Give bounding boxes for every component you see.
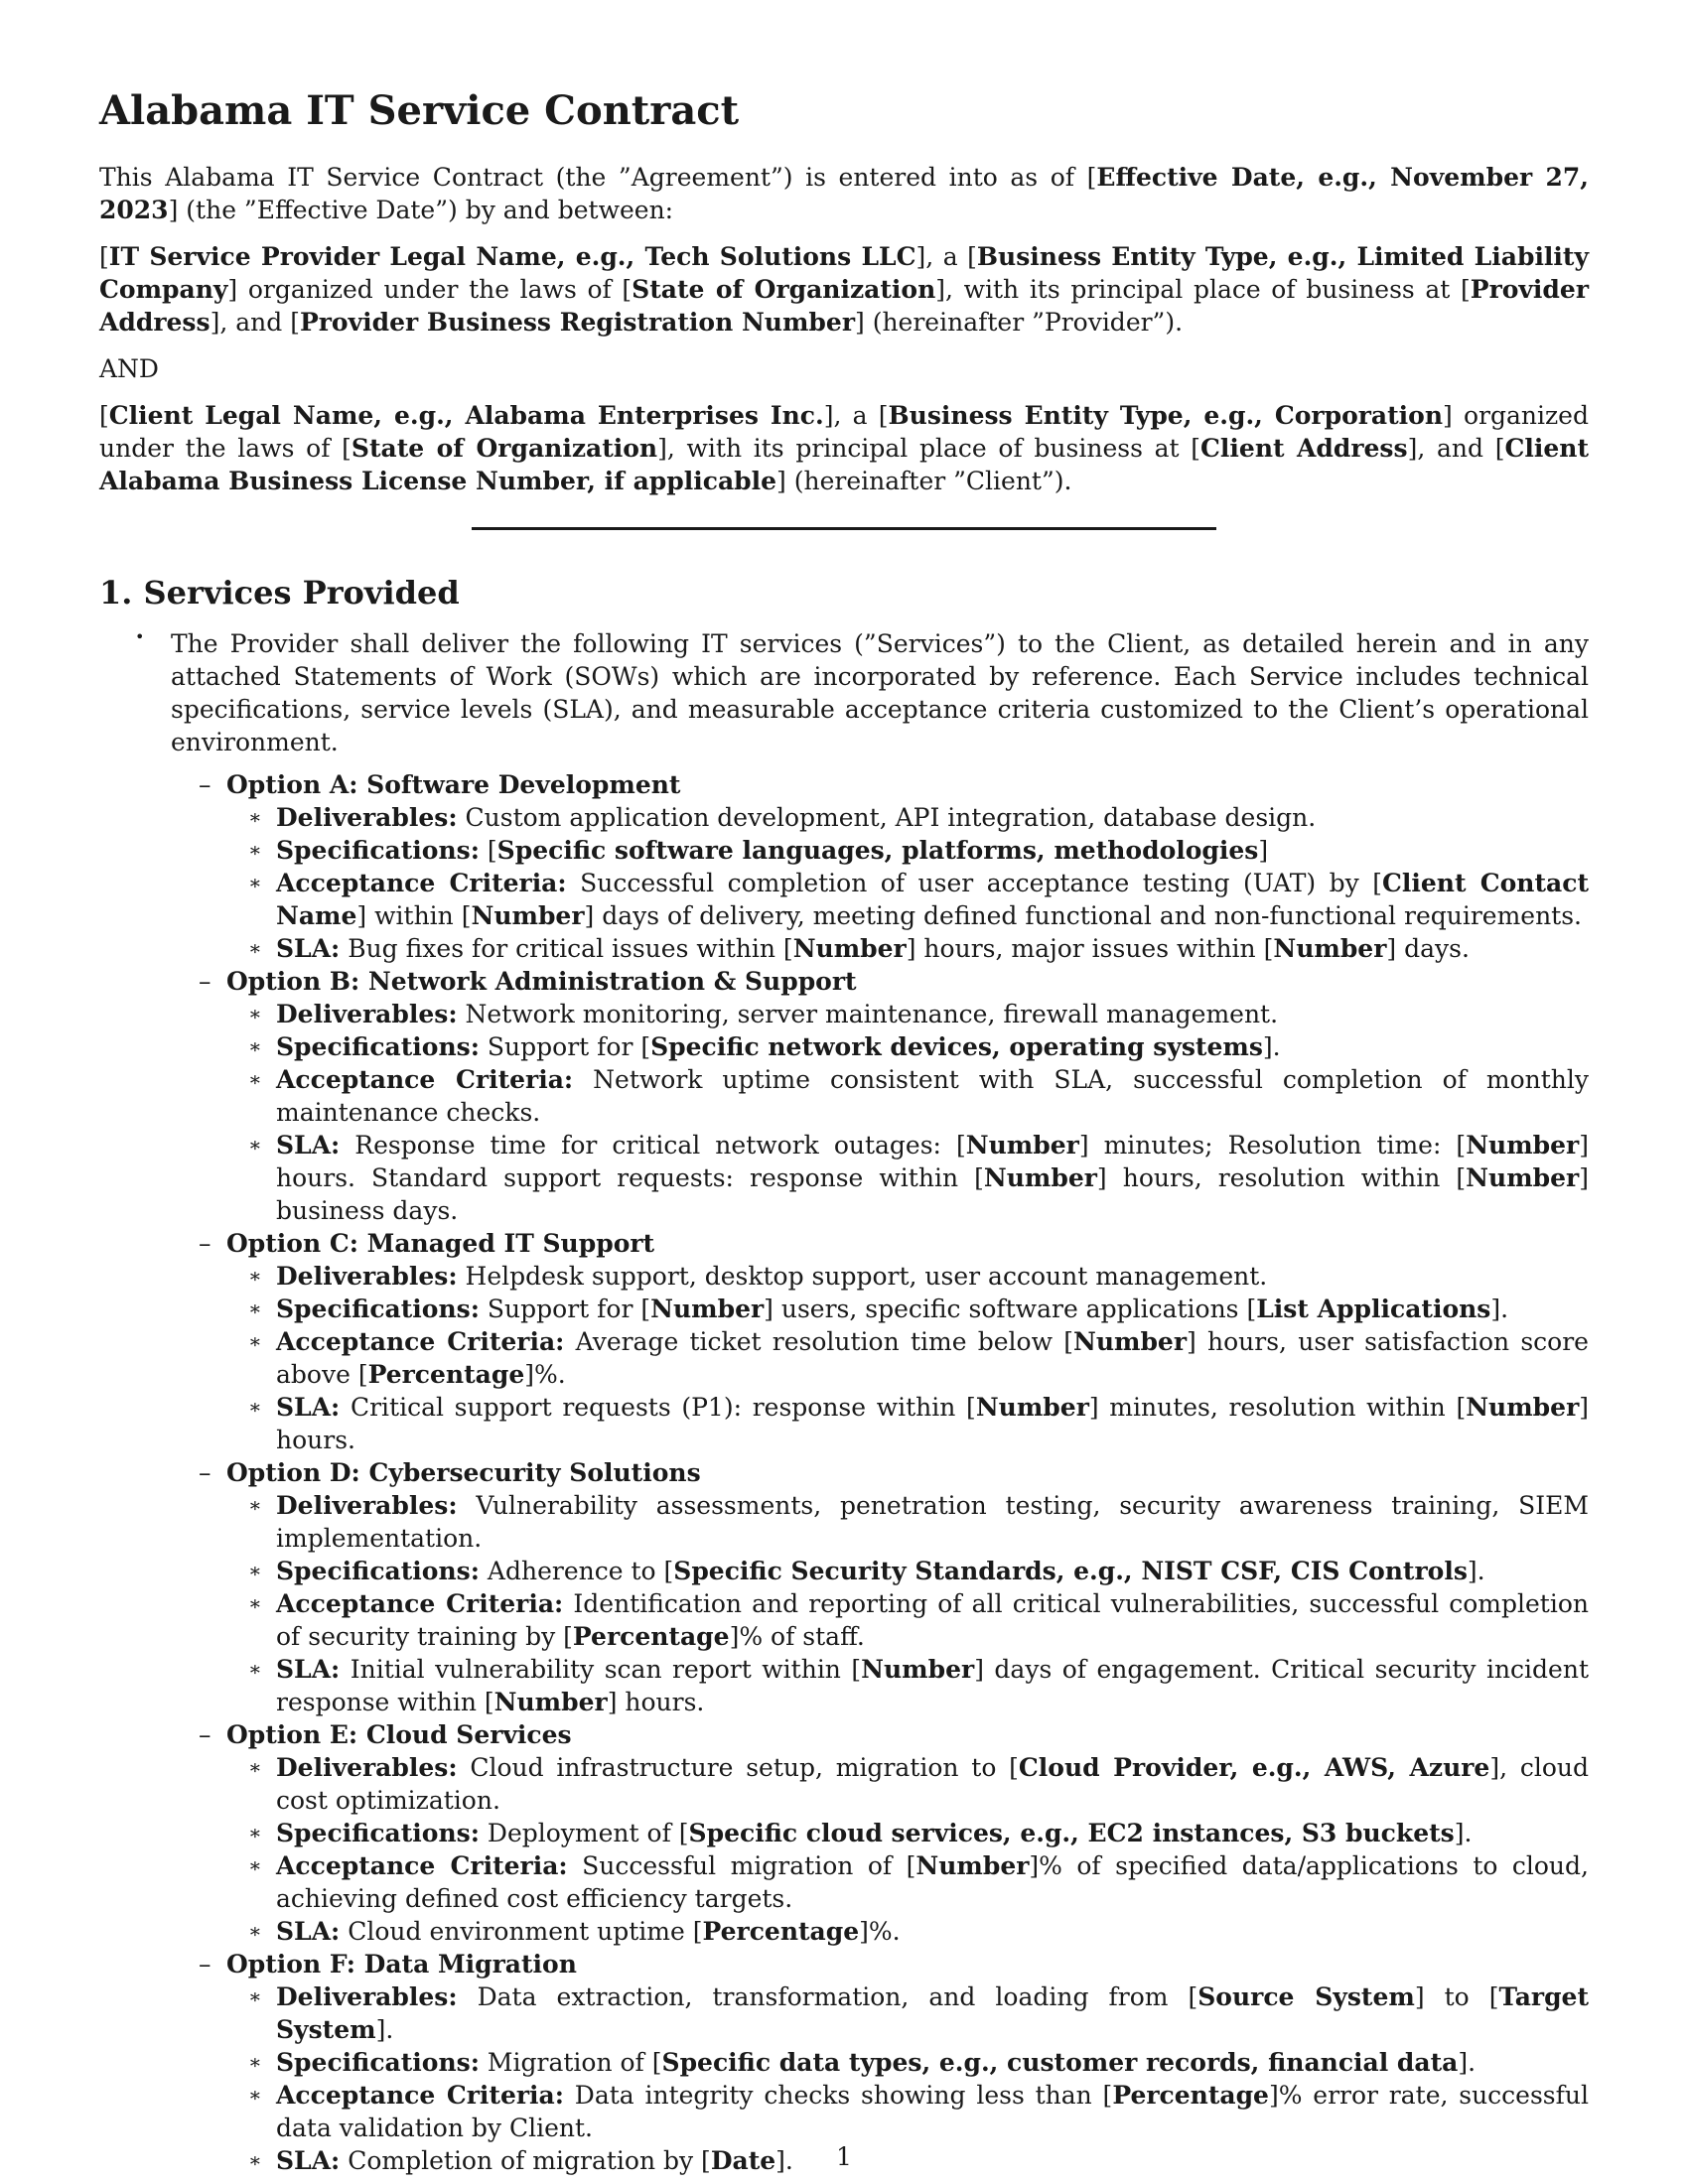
option-detail-text: Specifications: Support for [Number] users, specific software applications [List Applications].: [276, 1295, 1509, 1324]
option-detail-text: SLA: Critical support requests (P1): response within [Number] minutes, resolution within [Number] hours.: [276, 1393, 1590, 1455]
option-title: Option C: Managed IT Support: [226, 1229, 655, 1259]
option-heading: [199, 1227, 1589, 1260]
option-detail-text: Acceptance Criteria: Average ticket resolution time below [Number] hours, user satisfaction score above [Percentage]%.: [276, 1327, 1589, 1390]
document-title: Alabama IT Service Contract: [99, 87, 740, 134]
option-detail-text: Specifications: Adherence to [Specific Security Standards, e.g., NIST CSF, CIS Controls].: [276, 1557, 1485, 1586]
option-detail-item: [248, 2046, 1589, 2079]
star-mark: ∗: [248, 2083, 262, 2108]
option-detail-item: [248, 1555, 1589, 1587]
option-heading: [199, 1718, 1589, 1751]
option-detail-item: [248, 1325, 1589, 1391]
client-paragraph: [Client Legal Name, e.g., Alabama Enterprises Inc.], a [Business Entity Type, e.g., Corporation] organized under the laws of [State of Organization], with its principal place of business at [Client Address], and [Client Alabama Business License Number, if applicable] (hereinafter ”Client”).: [99, 401, 1589, 495]
option-detail-item: [248, 1817, 1589, 1849]
option-detail-text: SLA: Initial vulnerability scan report within [Number] days of engagement. Critical security incident response within [Number] hours.: [276, 1655, 1589, 1717]
star-mark: ∗: [248, 1067, 262, 1092]
option-detail-text: Deliverables: Network monitoring, server maintenance, firewall management.: [276, 1000, 1279, 1029]
option-detail-text: Acceptance Criteria: Network uptime consistent with SLA, successful completion of monthly maintenance checks.: [276, 1065, 1589, 1128]
provider-paragraph: [IT Service Provider Legal Name, e.g., Tech Solutions LLC], a [Business Entity Type, e.g., Limited Liability Company] organized under the laws of [State of Organization], with its principal place of business at [Provider Address], and [Provider Business Registration Number] (hereinafter ”Provider”).: [99, 242, 1590, 337]
intro-paragraph: This Alabama IT Service Contract (the ”Agreement”) is entered into as of [Effective Date, e.g., November 27, 2023] (the ”Effective Date”) by and between:: [99, 163, 1589, 224]
option-detail-text: Deliverables: Custom application development, API integration, database design.: [276, 803, 1317, 833]
option-detail-item: [248, 801, 1589, 834]
star-mark: ∗: [248, 1755, 262, 1780]
star-mark: ∗: [248, 1395, 262, 1420]
service-option: [199, 965, 1589, 1227]
option-detail-text: Specifications: Support for [Specific network devices, operating systems].: [276, 1032, 1281, 1062]
option-detail-item: [248, 1980, 1589, 2046]
option-detail-item: [248, 1849, 1589, 1915]
document-page: [99, 87, 1589, 2177]
option-detail-text: Specifications: Migration of [Specific data types, e.g., customer records, financial data].: [276, 2048, 1477, 2078]
option-detail-item: [248, 1915, 1589, 1948]
service-option: [199, 768, 1589, 965]
option-title: Option E: Cloud Services: [226, 1720, 572, 1750]
option-heading: [199, 965, 1589, 998]
option-title: Option B: Network Administration & Support: [226, 967, 857, 997]
star-mark: ∗: [248, 1657, 262, 1682]
option-detail-text: SLA: Cloud environment uptime [Percentage]%.: [276, 1917, 901, 1947]
option-detail-item: [248, 1653, 1589, 1718]
option-detail-text: SLA: Bug fixes for critical issues within [Number] hours, major issues within [Number] days.: [276, 934, 1470, 964]
option-detail-text: Deliverables: Cloud infrastructure setup, migration to [Cloud Provider, e.g., AWS, Azure], cloud cost optimization.: [276, 1753, 1589, 1816]
dash-mark: –: [199, 1950, 211, 1979]
star-mark: ∗: [248, 1559, 262, 1583]
option-detail-text: Specifications: Deployment of [Specific cloud services, e.g., EC2 instances, S3 buckets].: [276, 1819, 1473, 1848]
option-detail-text: Acceptance Criteria: Identification and reporting of all critical vulnerabilities, successful completion of security training by [Percentage]% of staff.: [276, 1589, 1589, 1652]
option-detail-item: [248, 998, 1589, 1030]
option-title: Option A: Software Development: [226, 770, 681, 800]
star-mark: ∗: [248, 805, 262, 830]
service-option: [199, 1227, 1589, 1456]
star-mark: ∗: [248, 1591, 262, 1616]
star-mark: ∗: [248, 1821, 262, 1845]
option-detail-item: [248, 1587, 1589, 1653]
and-separator: AND: [99, 354, 159, 383]
services-intro-text: The Provider shall deliver the following IT services (”Services”) to the Client, as detailed herein and in any attached Statements of Work (SOWs) which are incorporated by reference. Each Service includes technical specifications, service levels (SLA), and measurable acceptance criteria customized to the Client’s operational environment.: [171, 629, 1589, 757]
star-mark: ∗: [248, 1984, 262, 2009]
option-heading: [199, 768, 1589, 801]
option-detail-item: [248, 2079, 1589, 2144]
option-detail-item: [248, 1260, 1589, 1293]
option-heading: [199, 1456, 1589, 1489]
option-detail-text: Acceptance Criteria: Data integrity checks showing less than [Percentage]% error rate, successful data validation by Client.: [276, 2081, 1589, 2143]
option-detail-item: [248, 1751, 1589, 1817]
dash-mark: –: [199, 967, 211, 997]
option-detail-text: SLA: Completion of migration by [Date].: [276, 2146, 793, 2176]
option-detail-item: [248, 932, 1589, 965]
option-detail-item: [248, 1030, 1589, 1063]
option-detail-text: Acceptance Criteria: Successful completion of user acceptance testing (UAT) by [Client Contact Name] within [Number] days of delivery, meeting defined functional and non-functional requirements.: [276, 869, 1589, 931]
service-options-list: [199, 768, 1589, 2177]
option-heading: [199, 1948, 1589, 1980]
page-number: 1: [836, 2142, 852, 2171]
option-detail-text: Deliverables: Vulnerability assessments, penetration testing, security awareness training, SIEM implementation.: [276, 1491, 1589, 1554]
option-detail-item: [248, 1489, 1589, 1555]
option-detail-item: [248, 1129, 1589, 1227]
service-option: [199, 1456, 1589, 1718]
option-detail-item: [248, 1293, 1589, 1325]
service-option: [199, 1718, 1589, 1948]
option-detail-item: [248, 834, 1589, 867]
star-mark: ∗: [248, 1264, 262, 1289]
star-mark: ∗: [248, 2050, 262, 2075]
star-mark: ∗: [248, 936, 262, 961]
services-bullet: [99, 627, 1589, 758]
dash-mark: –: [199, 1229, 211, 1259]
dash-mark: –: [199, 770, 211, 800]
section-heading: 1. Services Provided: [99, 574, 460, 612]
star-mark: ∗: [248, 2148, 262, 2173]
star-mark: ∗: [248, 1002, 262, 1026]
option-title: Option F: Data Migration: [226, 1950, 577, 1979]
section-divider: [472, 527, 1216, 530]
option-detail-text: Specifications: [Specific software languages, platforms, methodologies]: [276, 836, 1269, 866]
dash-mark: –: [199, 1458, 211, 1488]
star-mark: ∗: [248, 1853, 262, 1878]
star-mark: ∗: [248, 1493, 262, 1518]
option-title: Option D: Cybersecurity Solutions: [226, 1458, 701, 1488]
option-detail-item: [248, 1063, 1589, 1129]
star-mark: ∗: [248, 1034, 262, 1059]
option-detail-item: [248, 867, 1589, 932]
option-detail-text: Deliverables: Helpdesk support, desktop support, user account management.: [276, 1262, 1268, 1292]
star-mark: ∗: [248, 871, 262, 895]
star-mark: ∗: [248, 1297, 262, 1321]
star-mark: ∗: [248, 838, 262, 863]
option-detail-text: Acceptance Criteria: Successful migration of [Number]% of specified data/applications to cloud, achieving defined cost efficiency targets.: [276, 1851, 1589, 1914]
star-mark: ∗: [248, 1919, 262, 1944]
star-mark: ∗: [248, 1133, 262, 1158]
star-mark: ∗: [248, 1329, 262, 1354]
option-detail-text: Deliverables: Data extraction, transformation, and loading from [Source System] to [Target System].: [276, 1982, 1589, 2045]
dash-mark: –: [199, 1720, 211, 1750]
option-detail-text: SLA: Response time for critical network outages: [Number] minutes; Resolution time: [Number] hours. Standard support requests: response within [Number] hours, resolution within [Number] business days.: [276, 1131, 1589, 1226]
bullet-mark: •: [135, 627, 145, 647]
option-detail-item: [248, 1391, 1589, 1456]
